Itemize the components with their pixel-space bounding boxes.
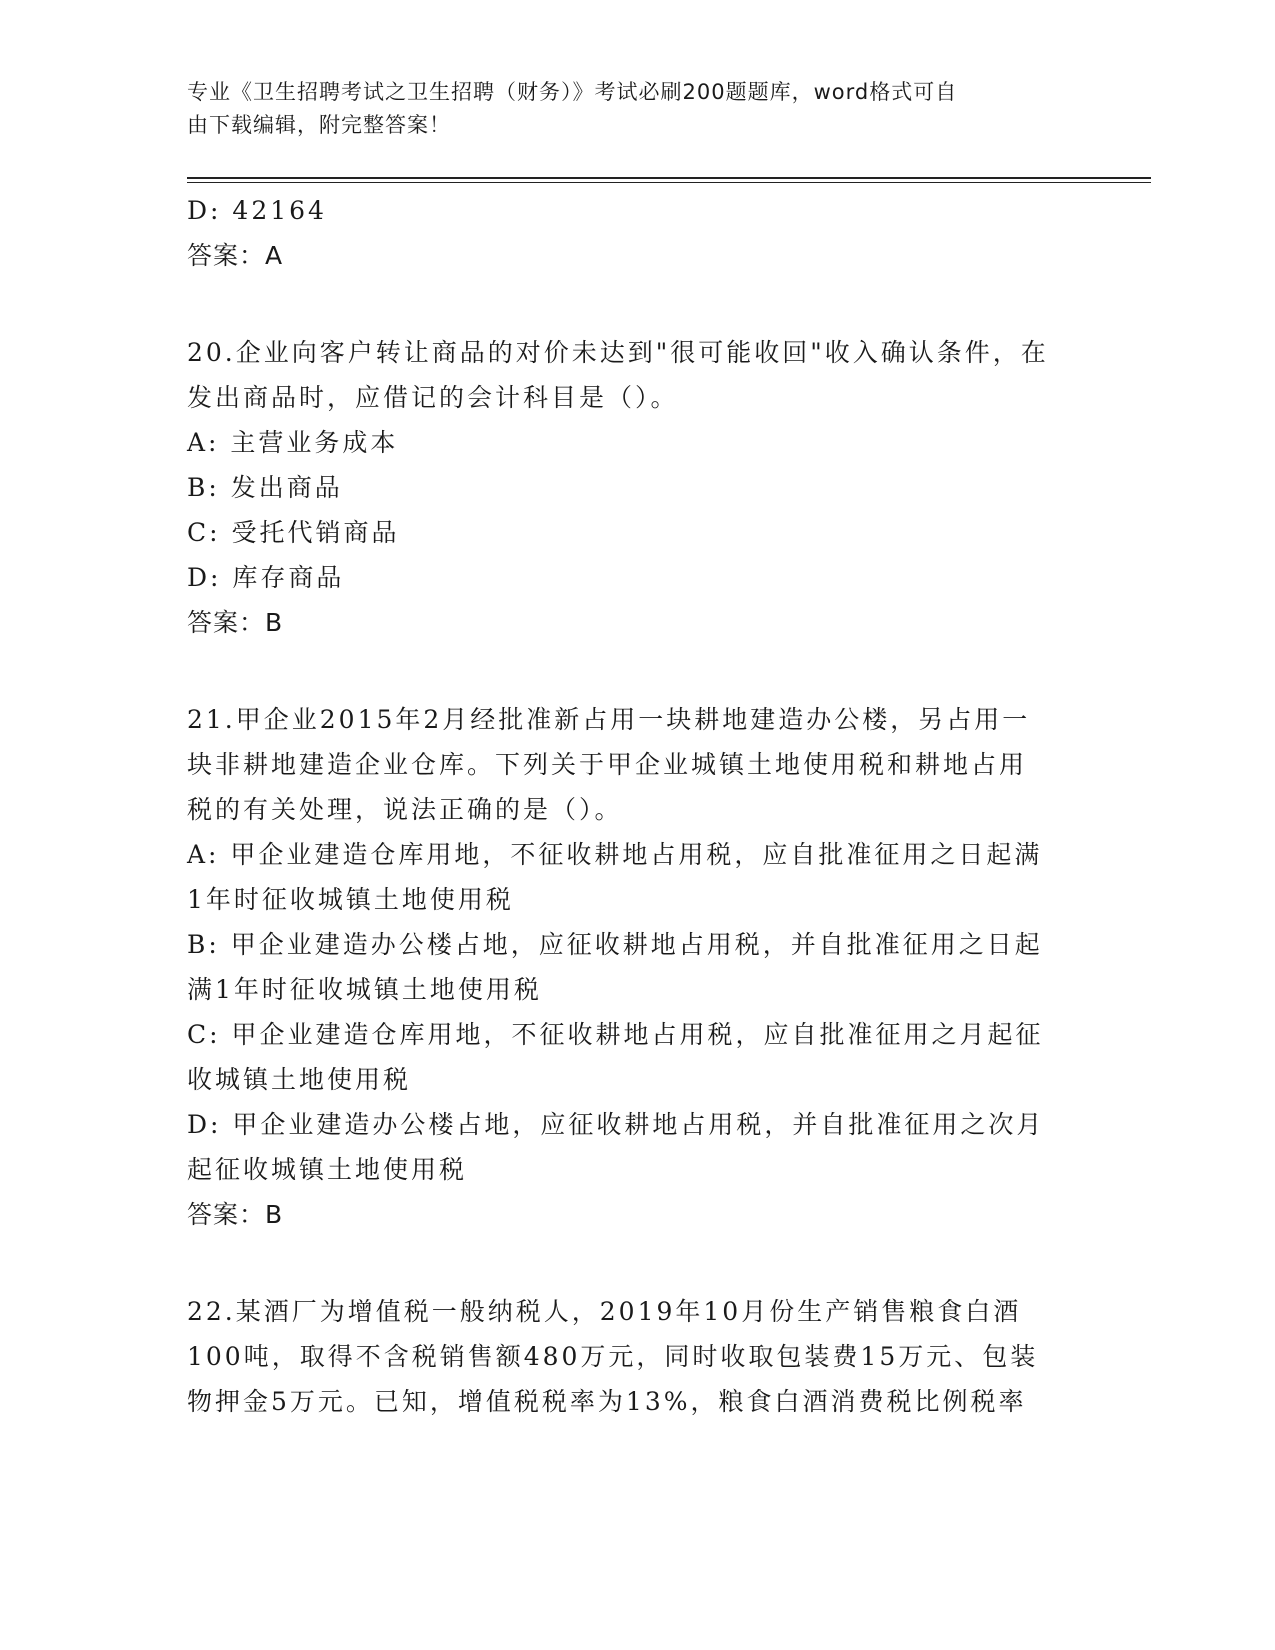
option-c-cont: 收城镇土地使用税 [187, 1065, 412, 1094]
question-stem: 物押金5万元。已知，增值税税率为13%，粮食白酒消费税比例税率 [187, 1387, 1027, 1416]
answer: 答案：A [187, 241, 284, 270]
question-20 [187, 330, 1087, 645]
option-d-cont: 起征收城镇土地使用税 [187, 1155, 468, 1184]
question-22 [187, 1289, 1087, 1424]
question-stem: 22.某酒厂为增值税一般纳税人，2019年10月份生产销售粮食白酒 [187, 1297, 1022, 1326]
option-a: A: 主营业务成本 [187, 428, 399, 457]
question-stem: 20.企业向客户转让商品的对价未达到"很可能收回"收入确认条件，在 [187, 338, 1049, 367]
document-header [187, 76, 1067, 142]
header-line-1: 专业《卫生招聘考试之卫生招聘（财务）》考试必刷200题题库，word格式可自 [187, 80, 958, 104]
option-a-cont: 1年时征收城镇土地使用税 [187, 885, 514, 914]
previous-question-tail [187, 188, 1087, 278]
answer: 答案：B [187, 1200, 284, 1229]
spacer [187, 1237, 1087, 1289]
answer: 答案：B [187, 608, 284, 637]
option-c: C: 受托代销商品 [187, 518, 400, 547]
question-stem: 块非耕地建造企业仓库。下列关于甲企业城镇土地使用税和耕地占用 [187, 750, 1028, 779]
option-a: A: 甲企业建造仓库用地，不征收耕地占用税，应自批准征用之日起满 [187, 840, 1043, 869]
option-d: D: 库存商品 [187, 563, 345, 592]
question-21 [187, 697, 1087, 1237]
question-content [187, 188, 1087, 1424]
header-rule-thick [187, 177, 1151, 179]
question-stem: 发出商品时，应借记的会计科目是（）。 [187, 383, 679, 412]
question-stem: 21.甲企业2015年2月经批准新占用一块耕地建造办公楼，另占用一 [187, 705, 1031, 734]
spacer [187, 645, 1087, 697]
header-line-2: 由下载编辑，附完整答案！ [187, 113, 451, 137]
option-d: D: 甲企业建造办公楼占地，应征收耕地占用税，并自批准征用之次月 [187, 1110, 1045, 1139]
option-d: D: 42164 [187, 196, 327, 225]
spacer [187, 278, 1087, 330]
question-stem: 税的有关处理，说法正确的是（）。 [187, 795, 623, 824]
option-b: B: 甲企业建造办公楼占地，应征收耕地占用税，并自批准征用之日起 [187, 930, 1043, 959]
option-c: C: 甲企业建造仓库用地，不征收耕地占用税，应自批准征用之月起征 [187, 1020, 1044, 1049]
option-b: B: 发出商品 [187, 473, 343, 502]
header-rule-thin [187, 182, 1151, 183]
question-stem: 100吨，取得不含税销售额480万元，同时收取包装费15万元、包装 [187, 1342, 1039, 1371]
option-b-cont: 满1年时征收城镇土地使用税 [187, 975, 542, 1004]
